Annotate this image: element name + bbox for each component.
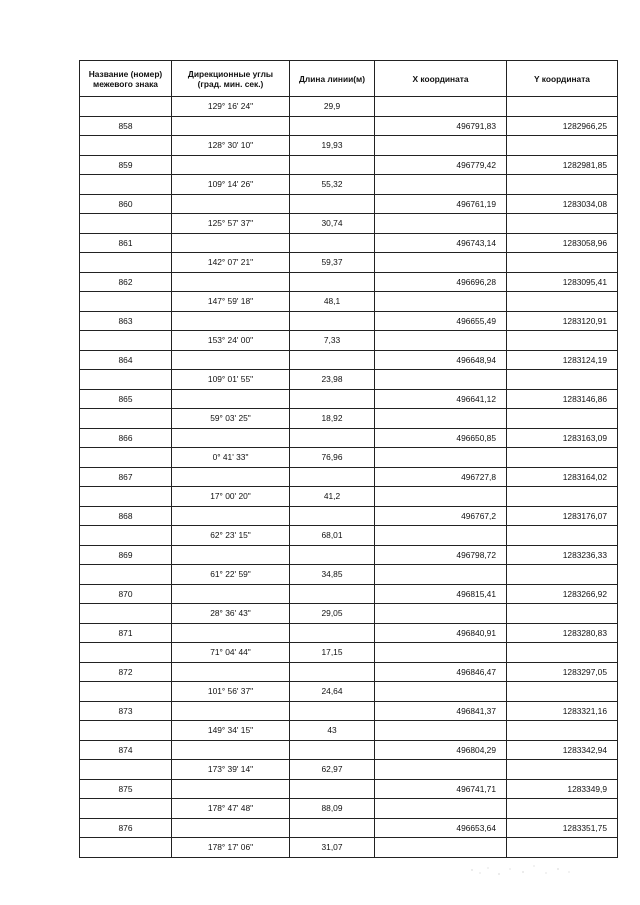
cell-y-empty	[507, 604, 618, 624]
segment-row	[80, 331, 618, 351]
segment-row	[80, 136, 618, 156]
cell-name-empty	[80, 643, 172, 663]
cell-name-empty	[80, 526, 172, 546]
cell-point-name: 860	[80, 194, 172, 214]
cell-angle-empty	[172, 506, 290, 526]
cell-length-empty	[290, 662, 375, 682]
header-x-coordinate: X координата	[375, 61, 507, 97]
cell-y-coordinate: 1283124,19	[507, 350, 618, 370]
cell-y-coordinate: 1283236,33	[507, 545, 618, 565]
point-row	[80, 311, 618, 331]
cell-y-empty	[507, 175, 618, 195]
coordinates-sheet	[79, 60, 617, 858]
cell-y-coordinate: 1283349,9	[507, 779, 618, 799]
cell-y-empty	[507, 370, 618, 390]
cell-direction-angle: 59° 03' 25"	[172, 409, 290, 429]
point-row	[80, 194, 618, 214]
cell-name-empty	[80, 604, 172, 624]
segment-row	[80, 526, 618, 546]
point-row	[80, 350, 618, 370]
cell-length-empty	[290, 818, 375, 838]
cell-length-empty	[290, 506, 375, 526]
cell-line-length: 31,07	[290, 838, 375, 858]
cell-length-empty	[290, 311, 375, 331]
cell-name-empty	[80, 136, 172, 156]
cell-length-empty	[290, 740, 375, 760]
point-row	[80, 584, 618, 604]
cell-point-name: 866	[80, 428, 172, 448]
cell-direction-angle: 0° 41' 33"	[172, 448, 290, 468]
cell-length-empty	[290, 467, 375, 487]
cell-x-coordinate: 496741,71	[375, 779, 507, 799]
cell-x-empty	[375, 799, 507, 819]
cell-length-empty	[290, 194, 375, 214]
cell-point-name: 869	[80, 545, 172, 565]
cell-y-empty	[507, 643, 618, 663]
cell-line-length: 30,74	[290, 214, 375, 234]
cell-line-length: 41,2	[290, 487, 375, 507]
cell-angle-empty	[172, 662, 290, 682]
cell-direction-angle: 153° 24' 00"	[172, 331, 290, 351]
cell-y-empty	[507, 331, 618, 351]
segment-row	[80, 604, 618, 624]
header-y-coordinate: Y координата	[507, 61, 618, 97]
point-row	[80, 389, 618, 409]
cell-x-coordinate: 496761,19	[375, 194, 507, 214]
cell-x-coordinate: 496791,83	[375, 116, 507, 136]
cell-name-empty	[80, 214, 172, 234]
header-point-name: Название (номер) межевого знака	[80, 61, 172, 97]
cell-name-empty	[80, 175, 172, 195]
cell-line-length: 59,37	[290, 253, 375, 273]
segment-row	[80, 721, 618, 741]
segment-row	[80, 409, 618, 429]
cell-point-name: 872	[80, 662, 172, 682]
cell-y-empty	[507, 721, 618, 741]
cell-x-coordinate: 496779,42	[375, 155, 507, 175]
cell-name-empty	[80, 682, 172, 702]
cell-y-coordinate: 1283176,07	[507, 506, 618, 526]
cell-x-coordinate: 496650,85	[375, 428, 507, 448]
cell-y-empty	[507, 565, 618, 585]
cell-y-empty	[507, 97, 618, 117]
cell-direction-angle: 28° 36' 43"	[172, 604, 290, 624]
point-row	[80, 662, 618, 682]
cell-direction-angle: 142° 07' 21"	[172, 253, 290, 273]
cell-line-length: 18,92	[290, 409, 375, 429]
cell-y-coordinate: 1283342,94	[507, 740, 618, 760]
point-row	[80, 623, 618, 643]
cell-line-length: 55,32	[290, 175, 375, 195]
cell-y-empty	[507, 448, 618, 468]
cell-length-empty	[290, 545, 375, 565]
cell-line-length: 29,9	[290, 97, 375, 117]
cell-angle-empty	[172, 233, 290, 253]
cell-point-name: 863	[80, 311, 172, 331]
cell-length-empty	[290, 350, 375, 370]
cell-angle-empty	[172, 155, 290, 175]
cell-y-coordinate: 1283321,16	[507, 701, 618, 721]
cell-x-empty	[375, 409, 507, 429]
cell-name-empty	[80, 331, 172, 351]
cell-x-empty	[375, 604, 507, 624]
cell-angle-empty	[172, 701, 290, 721]
point-row	[80, 428, 618, 448]
cell-y-coordinate: 1283034,08	[507, 194, 618, 214]
point-row	[80, 818, 618, 838]
cell-x-empty	[375, 292, 507, 312]
cell-point-name: 871	[80, 623, 172, 643]
cell-y-coordinate: 1283120,91	[507, 311, 618, 331]
cell-direction-angle: 128° 30' 10"	[172, 136, 290, 156]
header-direction-angle: Дирекционные углы (град. мин. сек.)	[172, 61, 290, 97]
cell-angle-empty	[172, 350, 290, 370]
cell-y-empty	[507, 526, 618, 546]
cell-y-coordinate: 1283351,75	[507, 818, 618, 838]
cell-direction-angle: 61° 22' 59"	[172, 565, 290, 585]
cell-line-length: 48,1	[290, 292, 375, 312]
cell-direction-angle: 173° 39' 14"	[172, 760, 290, 780]
cell-y-empty	[507, 253, 618, 273]
table-header	[80, 61, 618, 97]
segment-row	[80, 214, 618, 234]
cell-length-empty	[290, 116, 375, 136]
cell-x-coordinate: 496743,14	[375, 233, 507, 253]
cell-point-name: 874	[80, 740, 172, 760]
cell-x-coordinate: 496648,94	[375, 350, 507, 370]
cell-direction-angle: 62° 23' 15"	[172, 526, 290, 546]
cell-y-coordinate: 1283058,96	[507, 233, 618, 253]
point-row	[80, 155, 618, 175]
cell-y-coordinate: 1283266,92	[507, 584, 618, 604]
cell-angle-empty	[172, 311, 290, 331]
cell-x-coordinate: 496767,2	[375, 506, 507, 526]
cell-angle-empty	[172, 389, 290, 409]
cell-x-empty	[375, 721, 507, 741]
cell-line-length: 17,15	[290, 643, 375, 663]
cell-y-coordinate: 1282966,25	[507, 116, 618, 136]
cell-y-empty	[507, 799, 618, 819]
cell-length-empty	[290, 623, 375, 643]
header-row	[80, 61, 618, 97]
cell-line-length: 43	[290, 721, 375, 741]
cell-y-empty	[507, 214, 618, 234]
cell-y-coordinate: 1283297,05	[507, 662, 618, 682]
cell-length-empty	[290, 701, 375, 721]
segment-row	[80, 565, 618, 585]
cell-x-empty	[375, 214, 507, 234]
cell-name-empty	[80, 370, 172, 390]
cell-line-length: 23,98	[290, 370, 375, 390]
cell-direction-angle: 109° 01' 55"	[172, 370, 290, 390]
cell-name-empty	[80, 721, 172, 741]
cell-name-empty	[80, 487, 172, 507]
segment-row	[80, 175, 618, 195]
cell-x-coordinate: 496696,28	[375, 272, 507, 292]
segment-row	[80, 487, 618, 507]
cell-angle-empty	[172, 779, 290, 799]
cell-x-empty	[375, 448, 507, 468]
cell-direction-angle: 71° 04' 44"	[172, 643, 290, 663]
cell-length-empty	[290, 584, 375, 604]
scan-noise	[468, 860, 578, 880]
cell-line-length: 88,09	[290, 799, 375, 819]
cell-angle-empty	[172, 818, 290, 838]
cell-y-empty	[507, 136, 618, 156]
cell-point-name: 873	[80, 701, 172, 721]
cell-direction-angle: 178° 17' 06"	[172, 838, 290, 858]
cell-direction-angle: 125° 57' 37"	[172, 214, 290, 234]
cell-length-empty	[290, 233, 375, 253]
cell-name-empty	[80, 448, 172, 468]
segment-row	[80, 838, 618, 858]
cell-length-empty	[290, 155, 375, 175]
cell-y-empty	[507, 838, 618, 858]
cell-y-coordinate: 1283280,83	[507, 623, 618, 643]
cell-x-coordinate: 496840,91	[375, 623, 507, 643]
cell-name-empty	[80, 253, 172, 273]
cell-x-coordinate: 496841,37	[375, 701, 507, 721]
cell-line-length: 19,93	[290, 136, 375, 156]
cell-angle-empty	[172, 272, 290, 292]
cell-x-empty	[375, 487, 507, 507]
cell-y-empty	[507, 682, 618, 702]
cell-direction-angle: 101° 56' 37"	[172, 682, 290, 702]
cell-point-name: 864	[80, 350, 172, 370]
segment-row	[80, 799, 618, 819]
cell-x-coordinate: 496641,12	[375, 389, 507, 409]
cell-x-empty	[375, 253, 507, 273]
point-row	[80, 779, 618, 799]
cell-x-empty	[375, 175, 507, 195]
cell-line-length: 68,01	[290, 526, 375, 546]
cell-angle-empty	[172, 623, 290, 643]
cell-x-empty	[375, 760, 507, 780]
cell-y-coordinate: 1283146,86	[507, 389, 618, 409]
segment-row	[80, 682, 618, 702]
cell-direction-angle: 17° 00' 20"	[172, 487, 290, 507]
cell-x-coordinate: 496815,41	[375, 584, 507, 604]
cell-point-name: 862	[80, 272, 172, 292]
cell-x-empty	[375, 565, 507, 585]
cell-angle-empty	[172, 740, 290, 760]
cell-y-coordinate: 1283163,09	[507, 428, 618, 448]
cell-y-coordinate: 1283164,02	[507, 467, 618, 487]
cell-line-length: 34,85	[290, 565, 375, 585]
segment-row	[80, 292, 618, 312]
cell-name-empty	[80, 565, 172, 585]
cell-y-coordinate: 1282981,85	[507, 155, 618, 175]
cell-point-name: 870	[80, 584, 172, 604]
cell-direction-angle: 178° 47' 48"	[172, 799, 290, 819]
cell-y-empty	[507, 760, 618, 780]
cell-angle-empty	[172, 194, 290, 214]
cell-angle-empty	[172, 116, 290, 136]
cell-line-length: 29,05	[290, 604, 375, 624]
cell-name-empty	[80, 760, 172, 780]
cell-x-coordinate: 496727,8	[375, 467, 507, 487]
cell-x-empty	[375, 136, 507, 156]
segment-row	[80, 643, 618, 663]
point-row	[80, 233, 618, 253]
cell-angle-empty	[172, 584, 290, 604]
cell-name-empty	[80, 409, 172, 429]
cell-y-coordinate: 1283095,41	[507, 272, 618, 292]
cell-x-coordinate: 496846,47	[375, 662, 507, 682]
cell-direction-angle: 109° 14' 26"	[172, 175, 290, 195]
cell-x-empty	[375, 838, 507, 858]
cell-point-name: 859	[80, 155, 172, 175]
point-row	[80, 740, 618, 760]
cell-name-empty	[80, 838, 172, 858]
cell-angle-empty	[172, 545, 290, 565]
segment-row	[80, 97, 618, 117]
cell-name-empty	[80, 799, 172, 819]
point-row	[80, 272, 618, 292]
point-row	[80, 116, 618, 136]
cell-point-name: 865	[80, 389, 172, 409]
cell-direction-angle: 149° 34' 15"	[172, 721, 290, 741]
segment-row	[80, 370, 618, 390]
cell-x-empty	[375, 331, 507, 351]
segment-row	[80, 760, 618, 780]
cell-line-length: 76,96	[290, 448, 375, 468]
cell-point-name: 858	[80, 116, 172, 136]
cell-length-empty	[290, 272, 375, 292]
point-row	[80, 506, 618, 526]
cell-length-empty	[290, 779, 375, 799]
cell-length-empty	[290, 428, 375, 448]
cell-name-empty	[80, 97, 172, 117]
cell-direction-angle: 147° 59' 18"	[172, 292, 290, 312]
cell-y-empty	[507, 409, 618, 429]
point-row	[80, 545, 618, 565]
cell-angle-empty	[172, 467, 290, 487]
cell-line-length: 7,33	[290, 331, 375, 351]
cell-point-name: 867	[80, 467, 172, 487]
header-line-length: Длина линии(м)	[290, 61, 375, 97]
table-body	[80, 97, 618, 858]
cell-x-coordinate: 496655,49	[375, 311, 507, 331]
cell-line-length: 62,97	[290, 760, 375, 780]
cell-name-empty	[80, 292, 172, 312]
segment-row	[80, 448, 618, 468]
cell-direction-angle: 129° 16' 24"	[172, 97, 290, 117]
cell-point-name: 868	[80, 506, 172, 526]
cell-point-name: 861	[80, 233, 172, 253]
cell-x-empty	[375, 97, 507, 117]
cell-line-length: 24,64	[290, 682, 375, 702]
cell-point-name: 875	[80, 779, 172, 799]
point-row	[80, 467, 618, 487]
cell-x-empty	[375, 526, 507, 546]
point-row	[80, 701, 618, 721]
cell-x-empty	[375, 643, 507, 663]
cell-y-empty	[507, 292, 618, 312]
cell-angle-empty	[172, 428, 290, 448]
boundary-coordinates-table	[79, 60, 618, 858]
segment-row	[80, 253, 618, 273]
cell-x-empty	[375, 370, 507, 390]
cell-length-empty	[290, 389, 375, 409]
cell-y-empty	[507, 487, 618, 507]
cell-x-coordinate: 496653,64	[375, 818, 507, 838]
cell-x-coordinate: 496804,29	[375, 740, 507, 760]
cell-x-empty	[375, 682, 507, 702]
cell-x-coordinate: 496798,72	[375, 545, 507, 565]
cell-point-name: 876	[80, 818, 172, 838]
